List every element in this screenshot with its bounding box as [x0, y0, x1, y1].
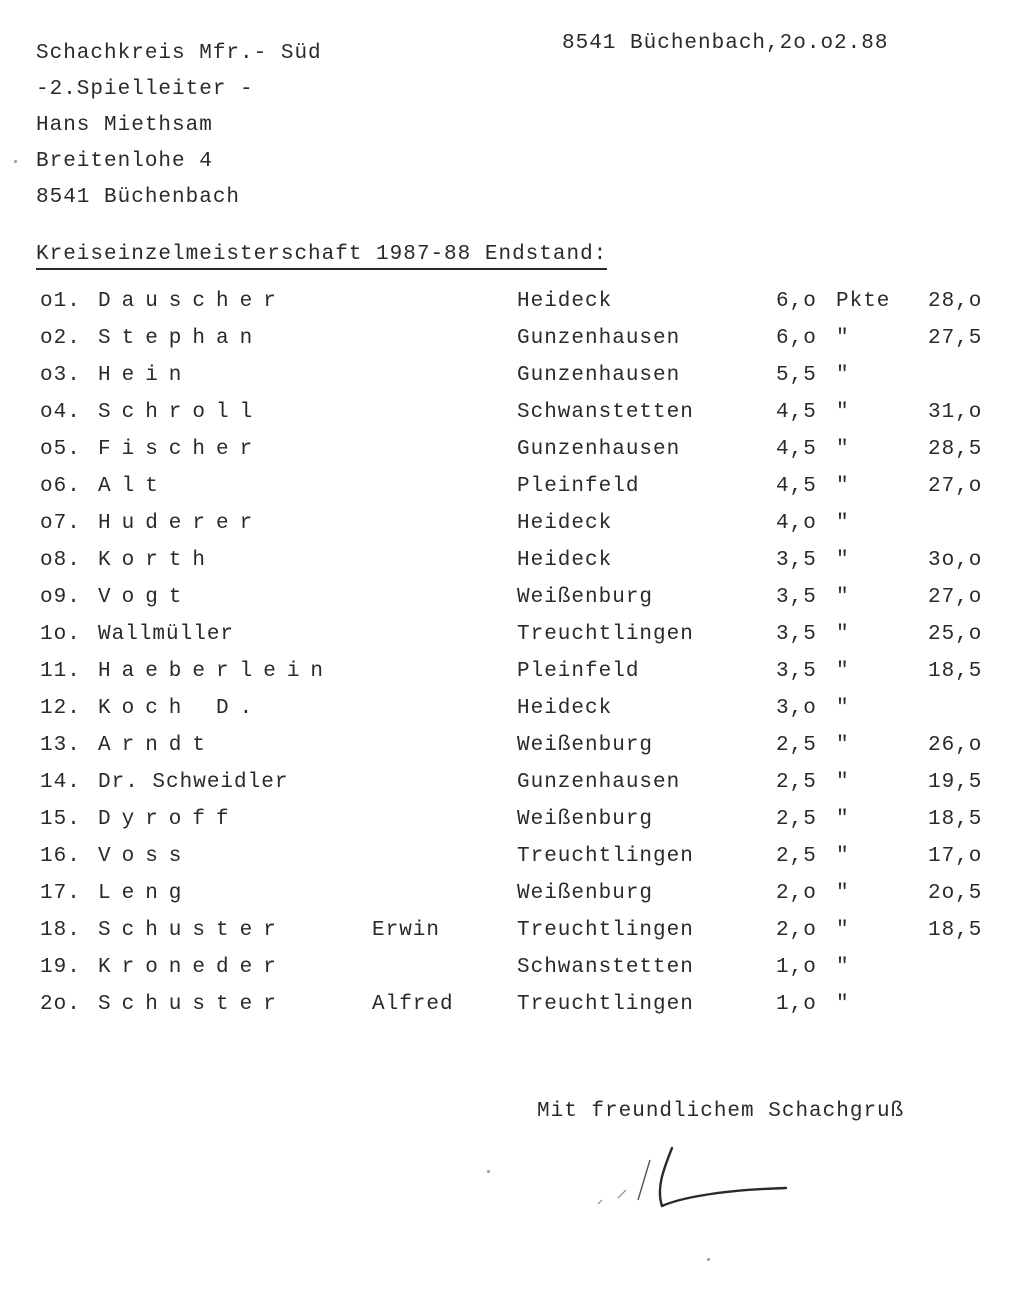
player-name-cell: Schroll [98, 401, 264, 424]
points-cell: 1,o [776, 993, 817, 1016]
points-unit-cell: " [836, 660, 850, 683]
club-cell: Heideck [517, 290, 613, 313]
club-cell: Gunzenhausen [517, 364, 681, 387]
points-unit-cell: " [836, 401, 850, 424]
tiebreak-cell: 31,o [928, 401, 983, 424]
tiebreak-cell: 3o,o [928, 549, 983, 572]
points-unit-cell: " [836, 808, 850, 831]
points-cell: 4,5 [776, 475, 817, 498]
rank-cell: 15. [40, 808, 81, 831]
rank-cell: o3. [40, 364, 81, 387]
sender-name: Hans Miethsam [36, 114, 213, 137]
club-cell: Treuchtlingen [517, 623, 694, 646]
table-row [0, 879, 1024, 916]
player-name-cell: Alt [98, 475, 169, 498]
table-row [0, 694, 1024, 731]
rank-cell: 1o. [40, 623, 81, 646]
points-cell: 2,o [776, 919, 817, 942]
points-cell: 2,o [776, 882, 817, 905]
club-cell: Pleinfeld [517, 660, 640, 683]
club-cell: Gunzenhausen [517, 327, 681, 350]
tiebreak-cell: 25,o [928, 623, 983, 646]
points-cell: 5,5 [776, 364, 817, 387]
player-name-cell: Leng [98, 882, 193, 905]
points-unit-cell: " [836, 475, 850, 498]
rank-cell: 19. [40, 956, 81, 979]
points-unit-cell: " [836, 919, 850, 942]
points-unit-cell: " [836, 623, 850, 646]
points-unit-cell: " [836, 364, 850, 387]
table-row [0, 805, 1024, 842]
points-unit-cell: " [836, 697, 850, 720]
sender-street: Breitenlohe 4 [36, 150, 213, 173]
club-cell: Gunzenhausen [517, 771, 681, 794]
player-name-cell: Koch D. [98, 697, 264, 720]
club-cell: Schwanstetten [517, 956, 694, 979]
points-cell: 4,5 [776, 438, 817, 461]
rank-cell: o4. [40, 401, 81, 424]
player-name-cell: Korth [98, 549, 217, 572]
tiebreak-cell: 18,5 [928, 919, 983, 942]
rank-cell: 16. [40, 845, 81, 868]
club-cell: Gunzenhausen [517, 438, 681, 461]
first-name-cell: Alfred [372, 993, 454, 1016]
place-date: 8541 Büchenbach,2o.o2.88 [562, 32, 889, 55]
points-cell: 4,o [776, 512, 817, 535]
club-cell: Treuchtlingen [517, 845, 694, 868]
player-name-cell: Dyroff [98, 808, 240, 831]
tiebreak-cell: 19,5 [928, 771, 983, 794]
speck [487, 1170, 490, 1173]
player-name-cell: Dr. Schweidler [98, 771, 289, 794]
speck [707, 1258, 710, 1261]
player-name-cell: Huderer [98, 512, 264, 535]
table-row [0, 657, 1024, 694]
points-cell: 3,o [776, 697, 817, 720]
points-unit-cell: " [836, 993, 850, 1016]
player-name-cell: Schuster [98, 919, 287, 942]
points-cell: 4,5 [776, 401, 817, 424]
tiebreak-cell: 27,o [928, 586, 983, 609]
rank-cell: o2. [40, 327, 81, 350]
rank-cell: o5. [40, 438, 81, 461]
rank-cell: o7. [40, 512, 81, 535]
club-cell: Weißenburg [517, 586, 654, 609]
sender-organisation: Schachkreis Mfr.- Süd [36, 42, 322, 65]
club-cell: Schwanstetten [517, 401, 694, 424]
points-cell: 2,5 [776, 771, 817, 794]
tiebreak-cell: 26,o [928, 734, 983, 757]
club-cell: Pleinfeld [517, 475, 640, 498]
table-row [0, 435, 1024, 472]
points-unit-cell: " [836, 438, 850, 461]
table-row [0, 287, 1024, 324]
club-cell: Weißenburg [517, 808, 654, 831]
points-unit-cell: " [836, 549, 850, 572]
points-unit-cell: " [836, 845, 850, 868]
table-row [0, 842, 1024, 879]
club-cell: Heideck [517, 549, 613, 572]
club-cell: Weißenburg [517, 734, 654, 757]
signature-mark [590, 1140, 810, 1230]
player-name-cell: Schuster [98, 993, 287, 1016]
rank-cell: o6. [40, 475, 81, 498]
points-unit-cell: " [836, 956, 850, 979]
club-cell: Treuchtlingen [517, 919, 694, 942]
tiebreak-cell: 2o,5 [928, 882, 983, 905]
table-row [0, 546, 1024, 583]
club-cell: Weißenburg [517, 882, 654, 905]
sender-city: 8541 Büchenbach [36, 186, 241, 209]
player-name-cell: Wallmüller [98, 623, 235, 646]
table-row [0, 620, 1024, 657]
table-row [0, 990, 1024, 1027]
document-heading: Kreiseinzelmeisterschaft 1987-88 Endstand: [36, 243, 607, 270]
player-name-cell: Fischer [98, 438, 264, 461]
table-row [0, 361, 1024, 398]
rank-cell: 11. [40, 660, 81, 683]
rank-cell: o8. [40, 549, 81, 572]
points-cell: 2,5 [776, 845, 817, 868]
points-cell: 3,5 [776, 586, 817, 609]
points-unit-cell: " [836, 512, 850, 535]
player-name-cell: Kroneder [98, 956, 287, 979]
points-unit-cell: " [836, 327, 850, 350]
player-name-cell: Voss [98, 845, 193, 868]
points-cell: 6,o [776, 290, 817, 313]
tiebreak-cell: 27,5 [928, 327, 983, 350]
table-row [0, 731, 1024, 768]
points-unit-cell: Pkte [836, 290, 891, 313]
rank-cell: o9. [40, 586, 81, 609]
tiebreak-cell: 17,o [928, 845, 983, 868]
tiebreak-cell: 18,5 [928, 660, 983, 683]
table-row [0, 324, 1024, 361]
closing-greeting: Mit freundlichem Schachgruß [537, 1100, 905, 1123]
points-unit-cell: " [836, 771, 850, 794]
player-name-cell: Arndt [98, 734, 217, 757]
club-cell: Heideck [517, 512, 613, 535]
rank-cell: 18. [40, 919, 81, 942]
points-unit-cell: " [836, 586, 850, 609]
table-row [0, 472, 1024, 509]
club-cell: Heideck [517, 697, 613, 720]
points-cell: 2,5 [776, 734, 817, 757]
player-name-cell: Stephan [98, 327, 264, 350]
sender-address [36, 36, 322, 216]
first-name-cell: Erwin [372, 919, 441, 942]
points-cell: 2,5 [776, 808, 817, 831]
rank-cell: o1. [40, 290, 81, 313]
tiebreak-cell: 27,o [928, 475, 983, 498]
tiebreak-cell: 28,5 [928, 438, 983, 461]
tiebreak-cell: 18,5 [928, 808, 983, 831]
table-row [0, 509, 1024, 546]
points-cell: 3,5 [776, 660, 817, 683]
player-name-cell: Dauscher [98, 290, 287, 313]
player-name-cell: Hein [98, 364, 193, 387]
table-row [0, 916, 1024, 953]
player-name-cell: Haeberlein [98, 660, 335, 683]
points-unit-cell: " [836, 882, 850, 905]
standings-table [0, 287, 1024, 1027]
rank-cell: 2o. [40, 993, 81, 1016]
tiebreak-cell: 28,o [928, 290, 983, 313]
table-row [0, 768, 1024, 805]
table-row [0, 398, 1024, 435]
table-row [0, 953, 1024, 990]
player-name-cell: Vogt [98, 586, 193, 609]
points-unit-cell: " [836, 734, 850, 757]
points-cell: 6,o [776, 327, 817, 350]
rank-cell: 17. [40, 882, 81, 905]
speck [14, 160, 17, 163]
points-cell: 1,o [776, 956, 817, 979]
table-row [0, 583, 1024, 620]
rank-cell: 12. [40, 697, 81, 720]
rank-cell: 14. [40, 771, 81, 794]
points-cell: 3,5 [776, 623, 817, 646]
club-cell: Treuchtlingen [517, 993, 694, 1016]
rank-cell: 13. [40, 734, 81, 757]
sender-role: -2.Spielleiter - [36, 78, 254, 101]
points-cell: 3,5 [776, 549, 817, 572]
